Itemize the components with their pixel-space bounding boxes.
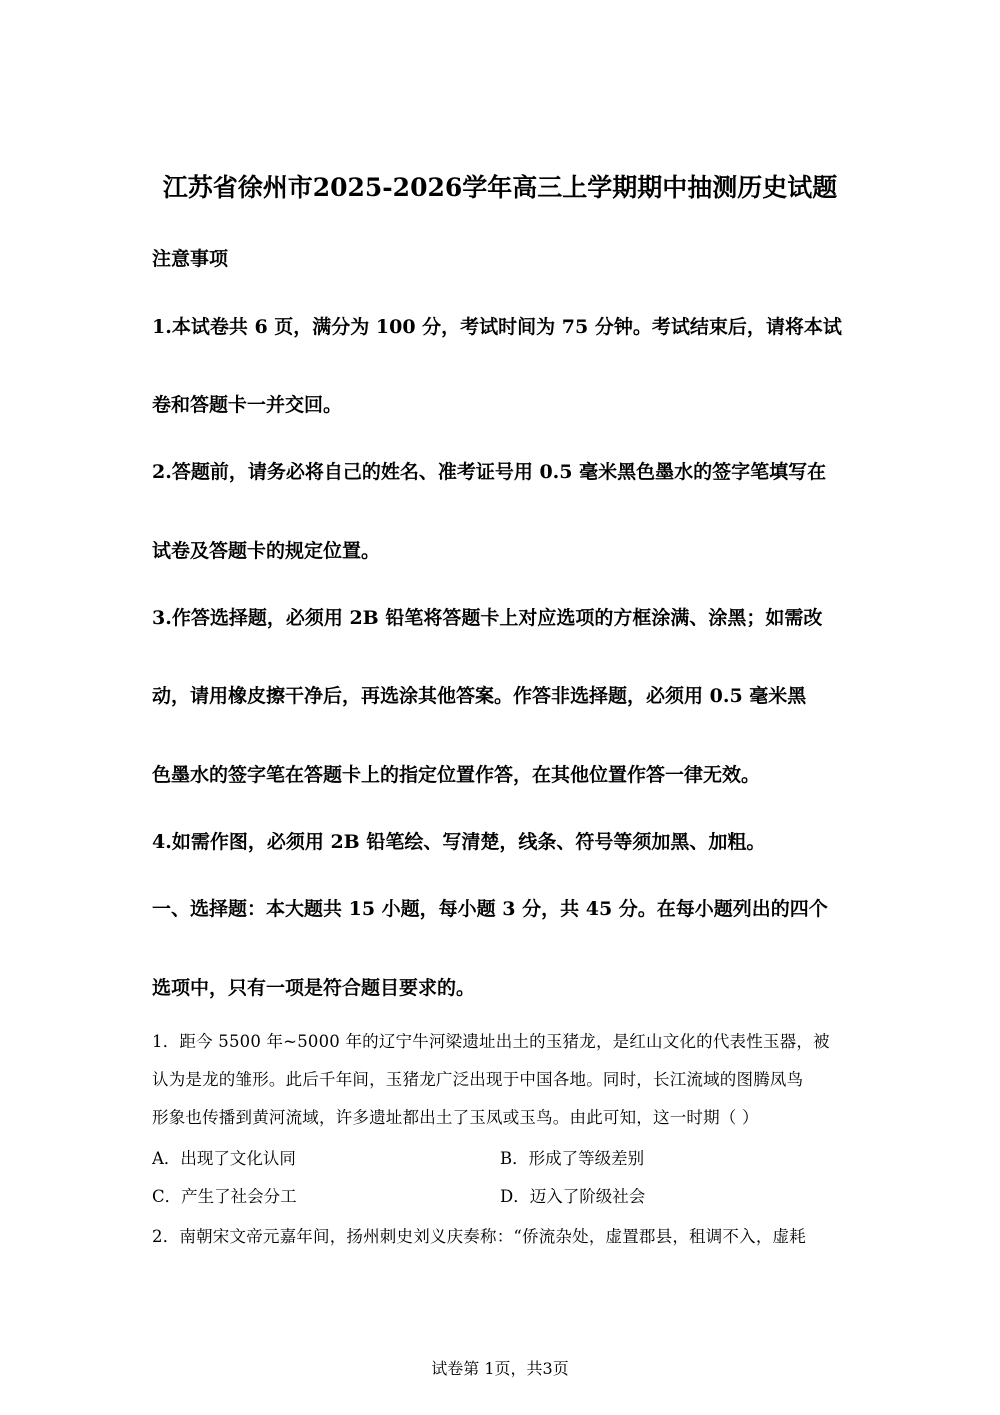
page-footer: 试卷第 1页，共3页 bbox=[431, 1359, 569, 1378]
question-1-option-b: B．形成了等级差别 bbox=[500, 1149, 645, 1168]
exam-title: 江苏省徐州市2025-2026学年高三上学期期中抽测历史试题 bbox=[162, 173, 838, 202]
notice-line-8: 4.如需作图，必须用 2B 铅笔绘、写清楚，线条、符号等须加黑、加粗。 bbox=[152, 831, 766, 853]
question-2-line-1: 2．南朝宋文帝元嘉年间，扬州刺史刘义庆奏称：“侨流杂处，虚置郡县，租调不入，虚耗 bbox=[152, 1227, 806, 1246]
question-1-option-c: C．产生了社会分工 bbox=[152, 1187, 297, 1206]
notice-heading: 注意事项 bbox=[152, 248, 229, 270]
question-1-line-2: 认为是龙的雏形。此后千年间，玉猪龙广泛出现于中国各地。同时，长江流域的图腾凤鸟 bbox=[152, 1070, 804, 1089]
notice-line-7: 色墨水的签字笔在答题卡上的指定位置作答，在其他位置作答一律无效。 bbox=[152, 764, 761, 786]
question-1-option-d: D．迈入了阶级社会 bbox=[500, 1187, 646, 1206]
notice-line-6: 动，请用橡皮擦干净后，再选涂其他答案。作答非选择题，必须用 0.5 毫米黑 bbox=[152, 685, 807, 707]
notice-line-2: 卷和答题卡一并交回。 bbox=[152, 394, 343, 416]
question-1-option-a: A．出现了文化认同 bbox=[152, 1149, 296, 1168]
section-heading-line-1: 一、选择题：本大题共 15 小题，每小题 3 分，共 45 分。在每小题列出的四个 bbox=[152, 898, 828, 920]
notice-line-5: 3.作答选择题，必须用 2B 铅笔将答题卡上对应选项的方框涂满、涂黑；如需改 bbox=[152, 607, 823, 629]
notice-line-1: 1.本试卷共 6 页，满分为 100 分，考试时间为 75 分钟。考试结束后，请将本试 bbox=[152, 316, 842, 338]
question-1-line-1: 1．距今 5500 年~5000 年的辽宁牛河梁遗址出土的玉猪龙，是红山文化的代表性玉器，被 bbox=[152, 1032, 830, 1051]
section-heading-line-2: 选项中，只有一项是符合题目要求的。 bbox=[152, 977, 476, 999]
question-1-line-3: 形象也传播到黄河流域，许多遗址都出土了玉凤或玉鸟。由此可知，这一时期（ ） bbox=[152, 1108, 759, 1127]
notice-line-4: 试卷及答题卡的规定位置。 bbox=[152, 540, 381, 562]
notice-line-3: 2.答题前，请务必将自己的姓名、准考证号用 0.5 毫米黑色墨水的签字笔填写在 bbox=[152, 461, 827, 483]
